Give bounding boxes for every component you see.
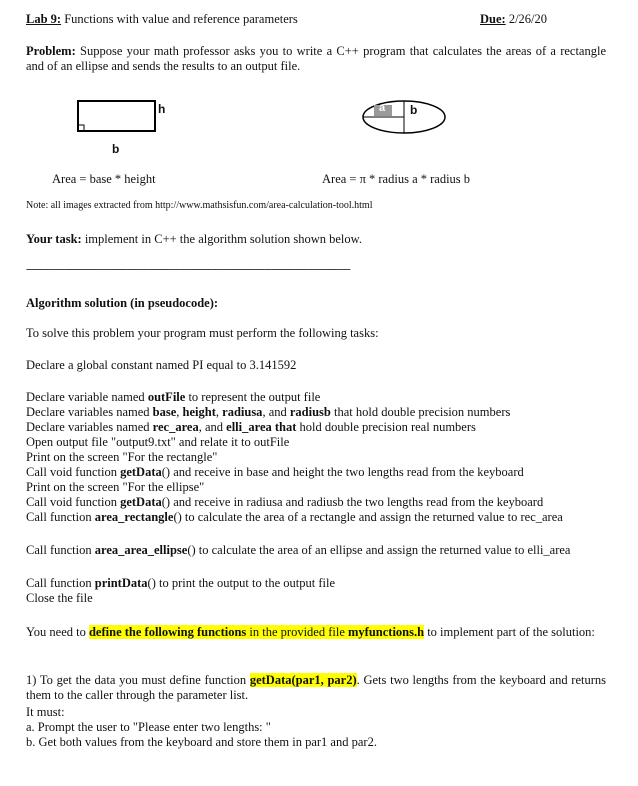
task-line	[26, 232, 362, 247]
step-text: Call void function	[26, 465, 121, 479]
step-text: Call function	[26, 510, 95, 524]
step-text: , and	[198, 420, 227, 434]
define-text: You need to	[26, 625, 89, 639]
step-text: ,	[176, 405, 183, 419]
getdata-must: It must:	[26, 705, 65, 719]
problem-text: Suppose your math professor asks you to write a C++ program that calculates the areas of a rectangle and of an ellipse and sends the results to an output file.	[26, 44, 606, 73]
step-text: that hold double precision numbers	[330, 405, 511, 419]
step-close-file: Close the file	[26, 591, 93, 605]
step-keyword: base	[152, 405, 177, 419]
step-text: , and	[262, 405, 290, 419]
rect-base-label: b	[112, 142, 120, 156]
step-text: () and receive in base and height the two lengths read from the keyboard	[161, 465, 524, 479]
step-keyword: rec_area	[152, 420, 199, 434]
step-keyword: that	[271, 420, 297, 434]
define-highlight: in the provided file	[246, 625, 349, 639]
define-highlight: define the following	[88, 625, 197, 639]
ellipse-icon	[362, 100, 446, 136]
separator-line: --------------------------------------------------------------------------------------------------------------------------------	[26, 264, 350, 275]
step-text: Call function	[26, 576, 95, 590]
step-text: () to calculate the area of a rectangle and assign the returned value to rec_area	[173, 510, 563, 524]
step-text: Declare variables named	[26, 405, 153, 419]
step-keyword: getData	[120, 465, 162, 479]
algorithm-heading: Algorithm solution (in pseudocode):	[26, 296, 219, 310]
getdata-step-a: a. Prompt the user to "Please enter two lengths: "	[26, 720, 271, 734]
algorithm-intro: To solve this problem your program must perform the following tasks:	[26, 326, 379, 340]
lab-label: Lab 9:	[26, 12, 62, 26]
step-text: to represent the output file	[185, 390, 321, 404]
define-highlight: functions	[196, 625, 247, 639]
step-outfile	[26, 390, 606, 405]
ellipse-a-label: a	[379, 102, 386, 114]
problem-label: Problem:	[26, 44, 76, 58]
step-getdata-rectangle	[26, 465, 606, 480]
rectangle-figure	[72, 100, 166, 156]
step-print-data	[26, 576, 606, 591]
define-functions-paragraph	[26, 625, 606, 640]
ellipse-figure	[362, 100, 446, 140]
getdata-step-b: b. Get both values from the keyboard and store them in par1 and par2.	[26, 735, 377, 749]
step-area-ellipse	[26, 543, 606, 558]
step-text: Call function	[26, 543, 95, 557]
step-text: () to print the output to the output file	[147, 576, 336, 590]
step-text: Declare variable named	[26, 390, 148, 404]
problem-statement	[26, 44, 606, 74]
step-keyword: elli_area	[226, 420, 272, 434]
declare-pi: Declare a global constant named PI equal to 3.141592	[26, 358, 297, 372]
getdata-paragraph	[26, 673, 606, 703]
task-label: Your task:	[26, 232, 82, 246]
define-text: to implement part of the solution:	[424, 625, 595, 639]
step-keyword: area_rectangle	[94, 510, 174, 524]
step-text: () to calculate the area of an ellipse and assign the returned value to elli_area	[187, 543, 571, 557]
define-filename: myfunctions.h	[348, 625, 425, 639]
step-keyword: area_area_ellipse	[94, 543, 188, 557]
rectangle-formula: Area = base * height	[52, 172, 156, 186]
due-label: Due:	[480, 12, 506, 26]
lab-title: Functions with value and reference parameters	[64, 12, 298, 26]
step-keyword: radiusa	[222, 405, 263, 419]
step-keyword: getData	[120, 495, 162, 509]
step-text: Declare variables named	[26, 420, 153, 434]
step-keyword: printData	[94, 576, 148, 590]
step-text: Call void function	[26, 495, 121, 509]
ellipse-b-label: b	[410, 103, 418, 117]
step-area-rectangle	[26, 510, 606, 525]
lab-header	[26, 12, 298, 27]
getdata-text: . Gets two lengths from the keyboard and returns them to the caller through the parameter list.	[26, 673, 607, 702]
due-value: 2/26/20	[508, 12, 548, 26]
step-keyword: outFile	[147, 390, 186, 404]
step-getdata-ellipse	[26, 495, 606, 510]
step-declare-areas	[26, 420, 606, 435]
step-open-file: Open output file "output9.txt" and relate it to outFile	[26, 435, 290, 449]
step-text: ,	[215, 405, 223, 419]
step-text: hold double precision real numbers	[296, 420, 476, 434]
image-source-note: Note: all images extracted from http://www.mathsisfun.com/area-calculation-tool.html	[26, 200, 373, 211]
step-keyword: radiusb	[289, 405, 331, 419]
due-date	[480, 12, 547, 27]
step-text: () and receive in radiusa and radiusb the two lengths read from the keyboard	[161, 495, 544, 509]
getdata-text: 1) To get the data you must define function	[26, 673, 250, 687]
ellipse-formula: Area = π * radius a * radius b	[322, 172, 471, 186]
getdata-signature: getData(par1, par2)	[249, 673, 357, 687]
step-print-rectangle: Print on the screen "For the rectangle"	[26, 450, 218, 464]
task-text: implement in C++ the algorithm solution shown below.	[84, 232, 362, 246]
rect-height-label: h	[158, 102, 166, 116]
step-keyword: height	[182, 405, 216, 419]
step-print-ellipse: Print on the screen "For the ellipse"	[26, 480, 205, 494]
step-declare-doubles	[26, 405, 606, 420]
